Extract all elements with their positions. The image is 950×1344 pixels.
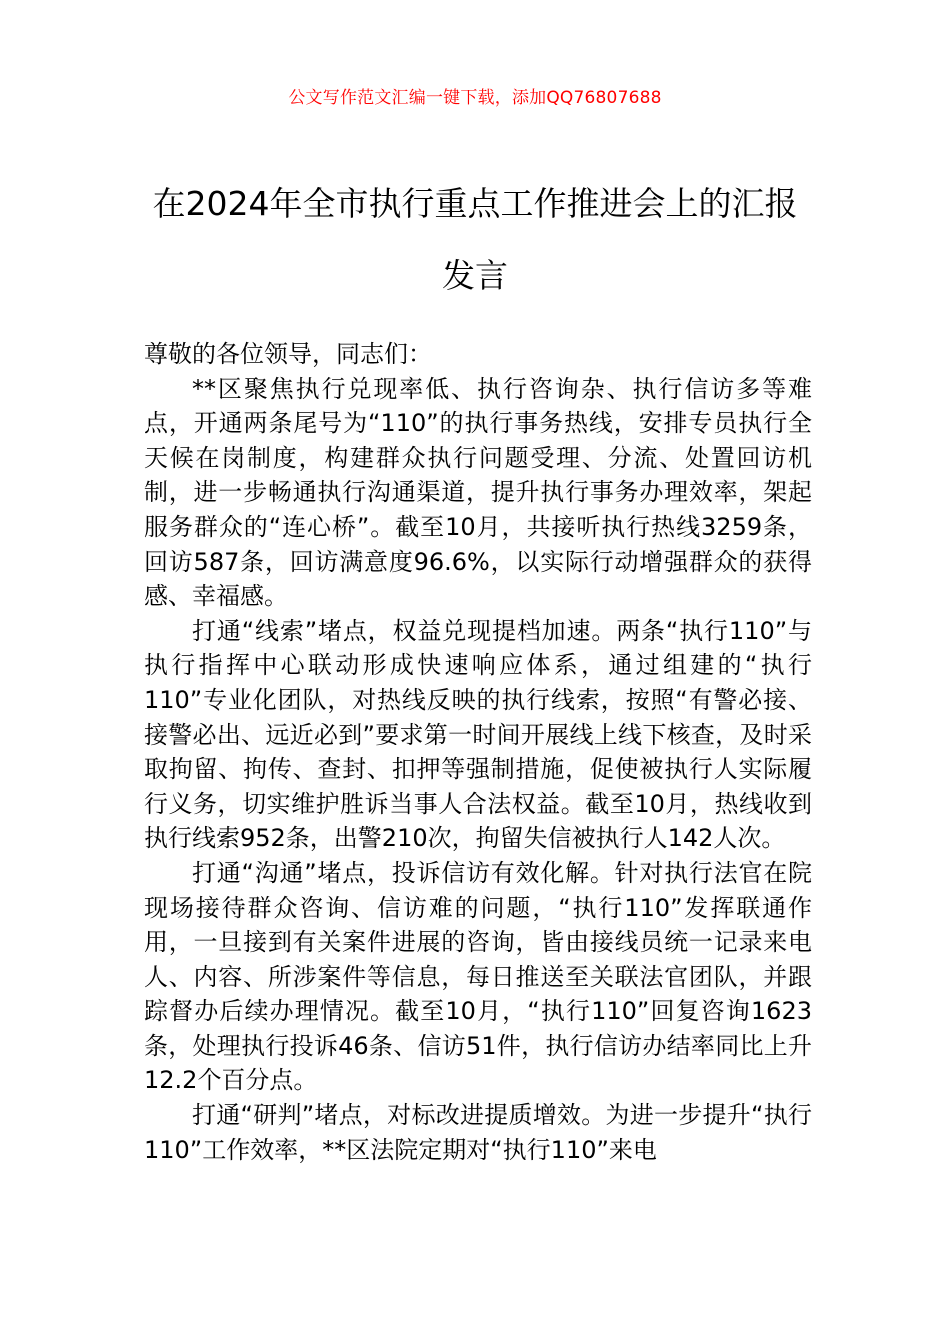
salutation: 尊敬的各位领导，同志们： bbox=[144, 340, 432, 368]
paragraph-analysis: 打通“研判”堵点，对标改进提质增效。为进一步提升“执行110”工作效率，**区法院定期对“执行110”来电 bbox=[144, 1101, 812, 1164]
page-title: 在2024年全市执行重点工作推进会上的汇报发言 bbox=[152, 184, 798, 295]
paragraph-intro: **区聚焦执行兑现率低、执行咨询杂、执行信访多等难点，开通两条尾号为“110”的执行事务热线，安排专员执行全天候在岗制度，构建群众执行问题受理、分流、处置回访机制，进一步畅通执行沟通渠道，提升执行事务办理效率，架起服务群众的“连心桥”。截至10月，共接听执行热线3259条，回访587条，回访满意度96.6%，以实际行动增强群众的获得感、幸福感。 bbox=[144, 374, 812, 611]
paragraph-clues: 打通“线索”堵点，权益兑现提档加速。两条“执行110”与执行指挥中心联动形成快速响应体系，通过组建的“执行110”专业化团队，对热线反映的执行线索，按照“有警必接、接警必出、远近必到”要求第一时间开展线上线下核查，及时采取拘留、拘传、查封、扣押等强制措施，促使被执行人实际履行义务，切实维护胜诉当事人合法权益。截至10月，热线收到执行线索952条，出警210次，拘留失信被执行人142人次。 bbox=[144, 616, 812, 853]
document-body bbox=[144, 337, 812, 1167]
download-notice: 公文写作范文汇编一键下载，添加QQ76807688 bbox=[288, 88, 662, 108]
paragraph-communication: 打通“沟通”堵点，投诉信访有效化解。针对执行法官在院现场接待群众咨询、信访难的问题，“执行110”发挥联通作用，一旦接到有关案件进展的咨询，皆由接线员统一记录来电人、内容、所涉案件等信息，每日推送至关联法官团队，并跟踪督办后续办理情况。截至10月，“执行110”回复咨询1623条，处理执行投诉46条、信访51件，执行信访办结率同比上升12.2个百分点。 bbox=[144, 858, 812, 1095]
